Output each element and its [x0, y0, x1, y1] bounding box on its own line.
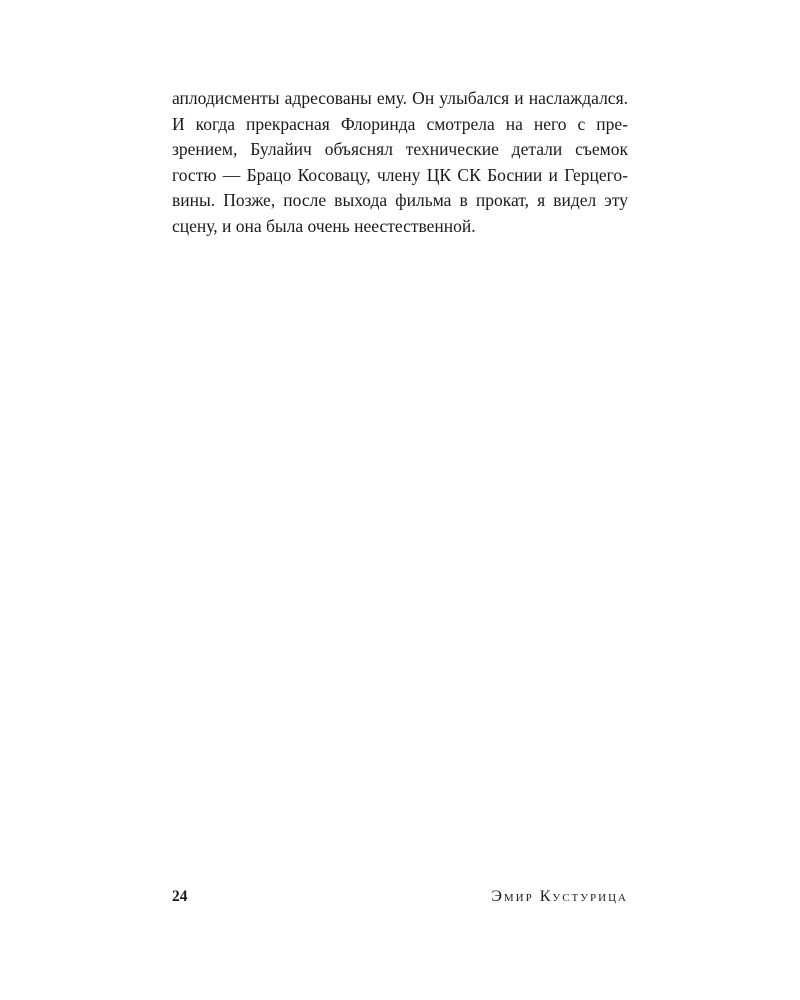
- page-number: 24: [172, 888, 188, 905]
- text-line: аплодисменты адресованы ему. Он улыбался и наслаждался.: [172, 88, 628, 108]
- running-head-author: Эмир Кустурица: [491, 888, 628, 905]
- text-line: сцену, и она была очень неестественной.: [172, 215, 476, 236]
- text-line: зрением, Булайич объяснял технические детали съемок: [172, 139, 628, 159]
- body-paragraph: [172, 86, 628, 239]
- text-line: И когда прекрасная Флоринда смотрела на него с пре-: [172, 113, 628, 134]
- text-line: гостю — Брацо Косовацу, члену ЦК СК Боснии и Герцего-: [172, 164, 628, 185]
- text-line: вины. Позже, после выхода фильма в прокат, я видел эту: [172, 190, 628, 210]
